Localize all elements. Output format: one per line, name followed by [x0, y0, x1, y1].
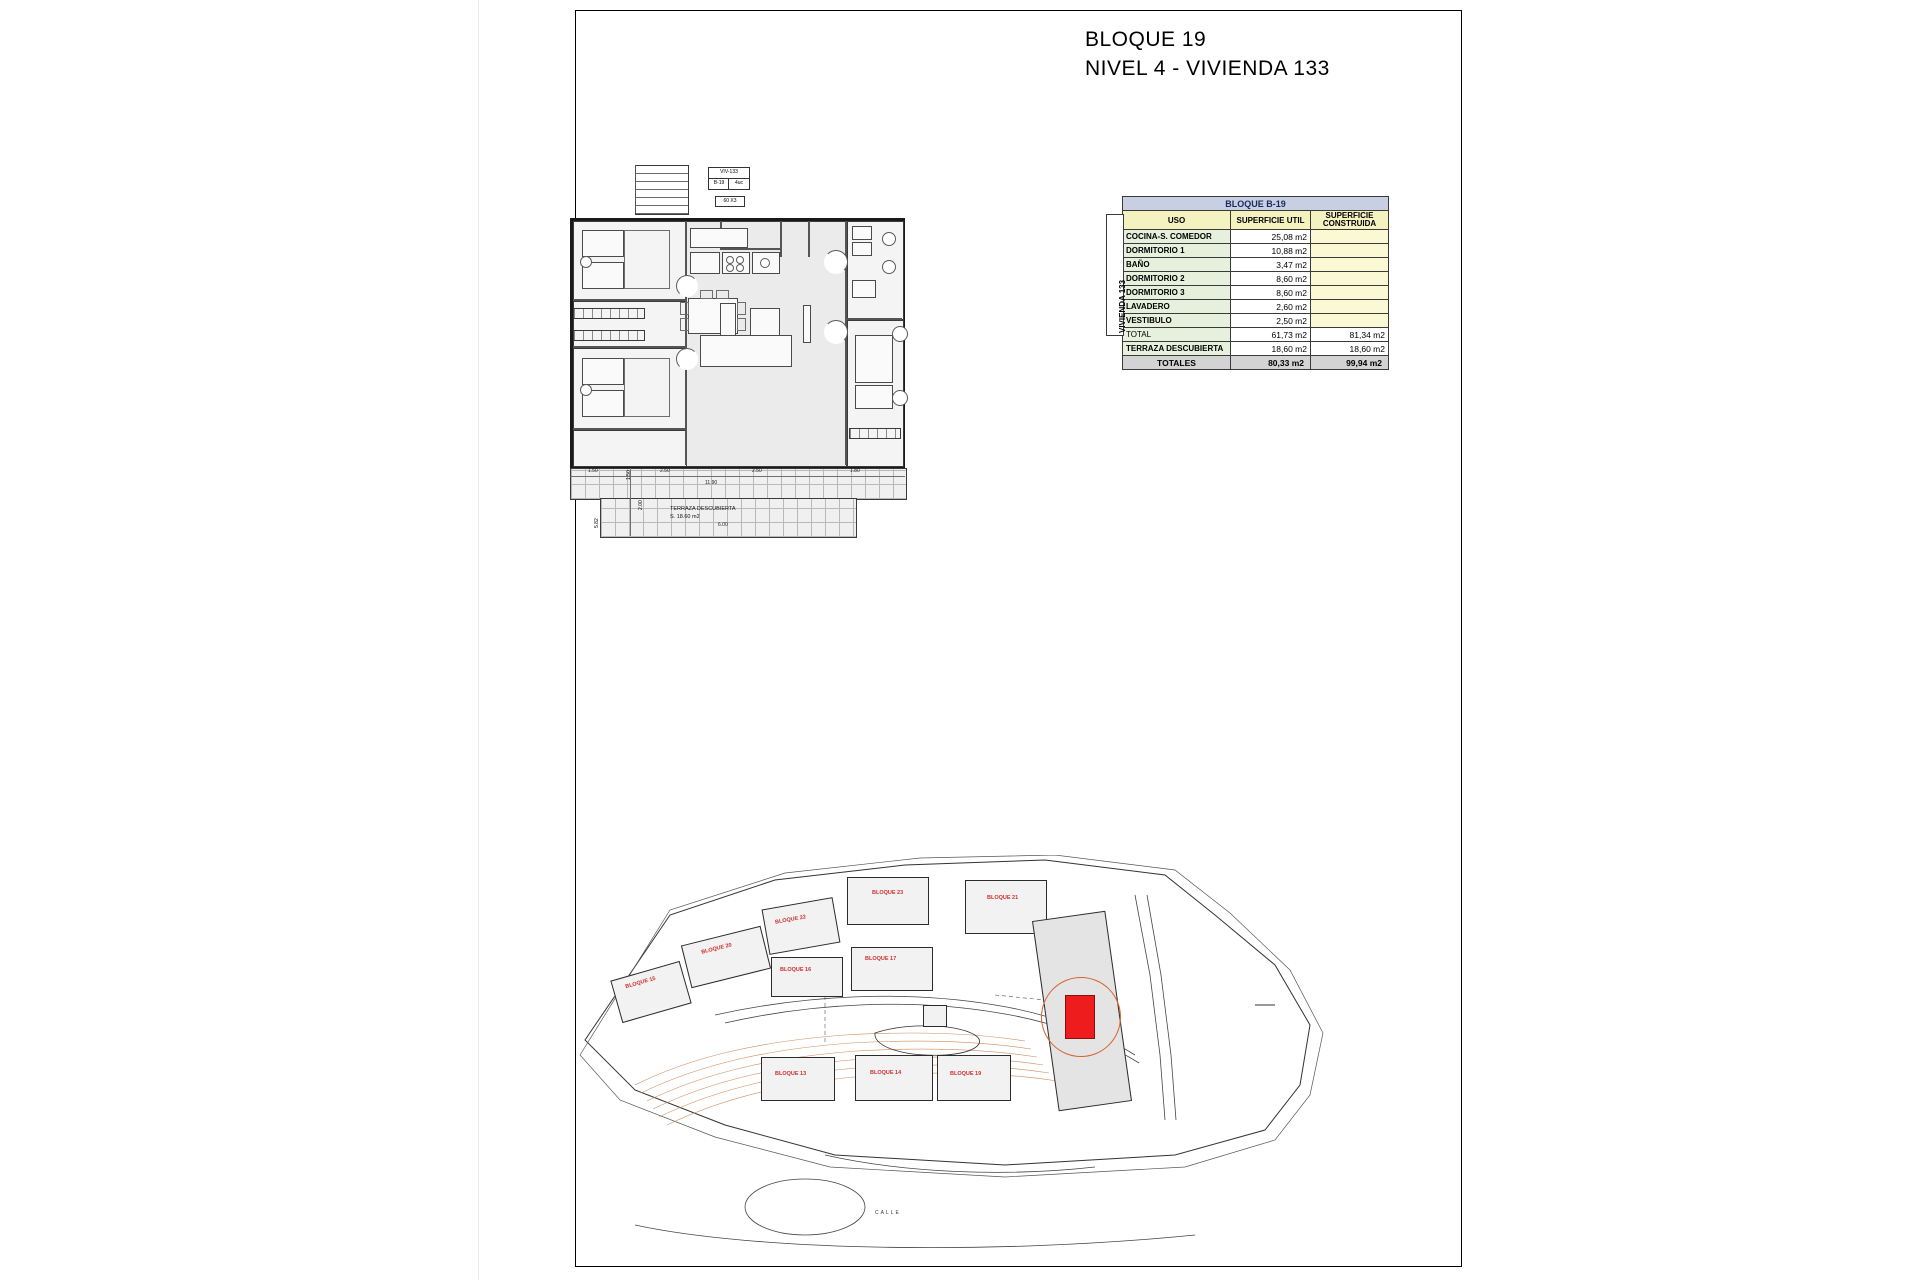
tag-rooms: 4uc: [728, 178, 750, 190]
door-swing-3: [824, 250, 848, 274]
site-label-19: BLOQUE 19: [950, 1071, 982, 1077]
kitchen-counter: [690, 228, 748, 248]
site-building-small: [923, 1005, 947, 1027]
table-row-terrace: [1123, 342, 1389, 356]
bath-circle-2: [882, 260, 896, 274]
dim-2: 2.50: [660, 468, 670, 474]
hob-burner-4: [736, 264, 744, 272]
tv-unit: [803, 305, 811, 343]
bed-1-lamp-a: [892, 326, 908, 342]
chair-1: [680, 302, 689, 315]
row-const: [1311, 272, 1389, 286]
page-guide-line: [478, 0, 479, 1280]
total-util: 61,73 m2: [1231, 328, 1311, 342]
floor-plan: [560, 169, 1100, 580]
stair-core: [635, 165, 689, 215]
dim-5: 11.90: [705, 480, 718, 486]
tag-vivienda: VIV-133: [708, 167, 750, 179]
site-plan: [575, 855, 1460, 1255]
tag-block: B-19: [708, 178, 730, 190]
wall-internal-4: [573, 346, 685, 348]
row-util: 2,60 m2: [1231, 300, 1311, 314]
chair-5: [700, 290, 713, 299]
stair-edge: [635, 165, 636, 213]
dim-v3: 5.82: [594, 518, 600, 528]
chair-3: [737, 302, 746, 315]
site-building-16: [771, 957, 843, 997]
totals-util: 80,33 m2: [1231, 356, 1311, 370]
total-use: TOTAL: [1123, 328, 1231, 342]
wall-internal-6: [847, 318, 902, 320]
row-util: 2,50 m2: [1231, 314, 1311, 328]
site-label-22: BLOQUE 22: [774, 914, 807, 926]
lamp-2: [580, 256, 592, 268]
row-use: DORMITORIO 2: [1123, 272, 1231, 286]
door-swing-1: [676, 275, 698, 297]
wardrobe-2: [573, 330, 645, 341]
hob-burner-1: [726, 256, 734, 264]
totals-use: TOTALES: [1123, 356, 1231, 370]
areas-table: [1122, 196, 1389, 370]
site-label-23: BLOQUE 23: [872, 890, 904, 896]
table-row: [1123, 244, 1389, 258]
bed-3a: [582, 358, 624, 385]
row-const: [1311, 258, 1389, 272]
row-const: [1311, 314, 1389, 328]
table-row: [1123, 286, 1389, 300]
row-use: DORMITORIO 3: [1123, 286, 1231, 300]
row-util: 25,08 m2: [1231, 230, 1311, 244]
site-building-13: [761, 1057, 835, 1101]
dim-3: 2.50: [752, 468, 762, 474]
bath-circle-1: [882, 232, 896, 246]
table-subheader-row: [1123, 211, 1389, 230]
sink-bowl: [760, 258, 770, 268]
dim-1: 1.50: [588, 468, 598, 474]
site-building-14: [855, 1055, 933, 1101]
row-use: LAVADERO: [1123, 300, 1231, 314]
row-const: [1311, 244, 1389, 258]
table-header-row: [1123, 197, 1389, 211]
wardrobe-1: [573, 308, 645, 319]
dim-4: 1.80: [850, 468, 860, 474]
wall-internal-1: [685, 221, 687, 465]
wall-internal-10: [808, 221, 810, 257]
wall-internal-3: [573, 299, 685, 301]
table-side-label-text: VIVIENDA 133: [1118, 279, 1127, 333]
dim-v1: 1.50: [626, 470, 632, 480]
table-row: [1123, 258, 1389, 272]
room-laundry: [573, 430, 687, 467]
site-label-15: BLOQUE 15: [624, 975, 657, 991]
terrace-label: TERRAZA DESCUBIERTA: [670, 506, 736, 512]
door-swing-2: [676, 348, 698, 370]
table-row-totals: [1123, 356, 1389, 370]
site-label-16: BLOQUE 16: [780, 967, 812, 973]
site-label-21: BLOQUE 21: [987, 895, 1019, 901]
page-title: [1085, 25, 1330, 83]
row-util: 8,60 m2: [1231, 286, 1311, 300]
site-building-23: [847, 877, 929, 925]
wc: [852, 226, 872, 240]
table-col-use: USO: [1123, 211, 1231, 230]
bed-1: [855, 335, 893, 383]
street-label: CALLE: [875, 1210, 901, 1216]
table-row-total: [1123, 328, 1389, 342]
kitchen-oven: [690, 252, 720, 274]
title-line-2: NIVEL 4 - VIVIENDA 133: [1085, 57, 1330, 80]
chair-4: [737, 318, 746, 331]
dim-v2: 2.00: [638, 500, 644, 510]
site-label-14: BLOQUE 14: [870, 1070, 902, 1076]
lamp-3: [580, 384, 592, 396]
door-swing-4: [824, 320, 848, 344]
total-const: 81,34 m2: [1311, 328, 1389, 342]
highlight-circle: [1041, 977, 1121, 1057]
wall-internal-8: [780, 221, 782, 257]
shower: [852, 280, 876, 298]
wall-internal-5: [573, 428, 685, 430]
totals-const: 99,94 m2: [1311, 356, 1389, 370]
row-const: [1311, 286, 1389, 300]
row-util: 3,47 m2: [1231, 258, 1311, 272]
terrace-const: 18,60 m2: [1311, 342, 1389, 356]
row-const: [1311, 230, 1389, 244]
rug: [700, 335, 792, 367]
chair-2: [680, 318, 689, 331]
table-row: [1123, 230, 1389, 244]
tag-door: 60 X3: [715, 196, 745, 207]
row-use: BAÑO: [1123, 258, 1231, 272]
terrace-area: S. 18.60 m2: [670, 514, 700, 520]
table-col-const: SUPERFICIE CONSTRUIDA: [1311, 211, 1389, 230]
bed-2-area: [624, 230, 670, 289]
title-line-1: BLOQUE 19: [1085, 28, 1207, 51]
row-use: VESTIBULO: [1123, 314, 1231, 328]
row-util: 10,88 m2: [1231, 244, 1311, 258]
row-use: COCINA-S. COMEDOR: [1123, 230, 1231, 244]
table-row: [1123, 314, 1389, 328]
dim-6: 6.00: [718, 522, 728, 528]
table-col-util: SUPERFICIE UTIL: [1231, 211, 1311, 230]
hob-burner-3: [726, 264, 734, 272]
terrace-util: 18,60 m2: [1231, 342, 1311, 356]
table-side-label: [1106, 214, 1127, 336]
site-building-19b: [937, 1055, 1011, 1101]
wall-internal-9: [720, 248, 782, 250]
washbasin: [852, 242, 872, 256]
chair-6: [716, 290, 729, 299]
hob-burner-2: [736, 256, 744, 264]
row-util: 8,60 m2: [1231, 272, 1311, 286]
table-row: [1123, 300, 1389, 314]
dim-line-main: [570, 476, 905, 477]
site-building-17: [851, 947, 933, 991]
terrace-use: TERRAZA DESCUBIERTA: [1123, 342, 1231, 356]
bed-2a: [582, 230, 624, 257]
site-label-13: BLOQUE 13: [775, 1071, 807, 1077]
wardrobe-3: [849, 428, 901, 439]
bed-1-foot: [855, 385, 893, 409]
site-label-20: BLOQUE 20: [700, 942, 733, 956]
site-label-17: BLOQUE 17: [865, 956, 897, 962]
bed-1-lamp-b: [892, 390, 908, 406]
areas-table-wrapper: [1118, 196, 1389, 370]
table-row: [1123, 272, 1389, 286]
table-header-block: BLOQUE B-19: [1123, 197, 1389, 211]
bed-3-area: [624, 358, 670, 417]
row-use: DORMITORIO 1: [1123, 244, 1231, 258]
row-const: [1311, 300, 1389, 314]
